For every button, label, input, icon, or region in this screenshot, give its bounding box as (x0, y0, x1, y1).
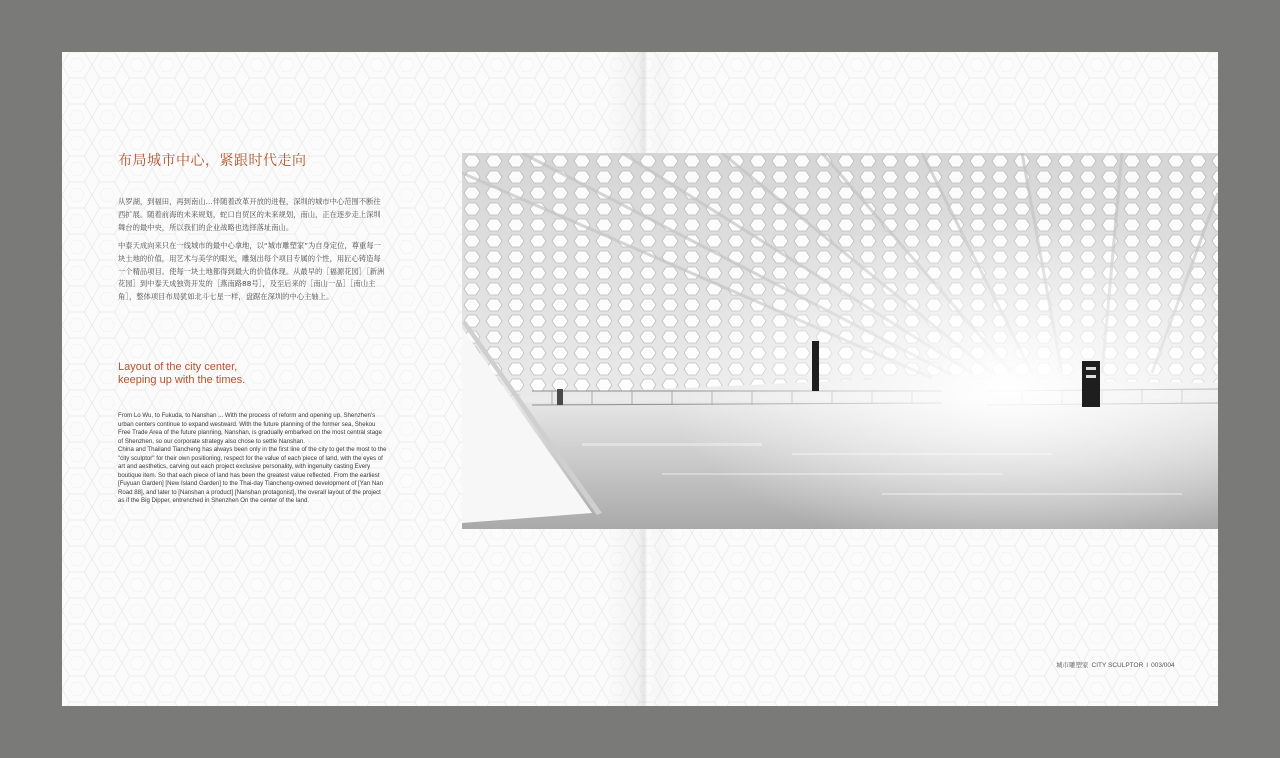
brochure-spread (62, 52, 1218, 706)
chinese-body-text (118, 196, 386, 309)
footer-brand-cn: 城市雕塑家 (1056, 662, 1089, 669)
english-paragraph: From Lo Wu, to Fukuda, to Nanshan ... With the process of reform and opening up, Shenzhen's urban centers continue to expand westward. With the future planning of the former sea, Shekou Free Trade Area of the future planning, Nanshan, is gradually embarked on the most central stage of Shenzhen, so our corporate strategy also chose to settle Nanshan. (118, 412, 382, 445)
english-heading-line: keeping up with the times. (118, 374, 246, 386)
english-body-text (118, 412, 388, 506)
page-footer (1056, 660, 1178, 669)
footer-separator: I (1146, 662, 1149, 669)
chinese-paragraph: 中泰天成向来只在一线城市的最中心拿地，以“城市雕塑家”为自身定位，尊重每一块土地的价值，用艺术与美学的眼光，雕刻出每个项目专属的个性，用匠心铸造每一个精品项目。使每一块土地都得到最大的价值体现。从最早的［福源花园］［新洲花园］到中泰天成独资开发的［燕南路88号］，及至后来的［南山一品］［南山主角］，整体项目布局犹如北斗七星一样，盘踞在深圳的中心主轴上。 (118, 240, 385, 302)
english-heading-line: Layout of the city center, (118, 361, 238, 373)
footer-page-numbers: 003/004 (1151, 662, 1175, 669)
chinese-paragraph: 从罗湖，到福田，再到南山…伴随着改革开放的进程，深圳的城市中心范围不断往西扩展。随着前海的未来规划，蛇口自贸区的未来规划，南山，正在逐步走上深圳舞台的最中央，所以我们的企业战略也选择落址南山。 (118, 197, 381, 232)
terminal-hall-image (462, 153, 1218, 529)
airport-terminal-photo (462, 153, 1218, 529)
english-paragraph: China and Thailand Tiancheng has always been only in the first line of the city to get the most to the "city sculptor" for their own positioning, respect for the value of each piece of land, with the eyes of art and aesthetics, carving out each project exclusive personality, with ingenuity casting Every boutique item. So that each piece of land has been the greatest value reflected. From the earliest [Fuyuan Garden] [New Island Garden] to the Thai-day Tiancheng-owned development of [Yan Nan Road 88], and later to [Nanshan a product] [Nanshan protagonist], the overall layout of the project as if the Big Dipper, entrenched in Shenzhen On the center of the land. (118, 446, 387, 505)
chinese-heading: 布局城市中心，紧跟时代走向 (118, 153, 307, 169)
english-heading (118, 361, 378, 387)
footer-brand-en: CITY SCULPTOR (1091, 662, 1144, 669)
